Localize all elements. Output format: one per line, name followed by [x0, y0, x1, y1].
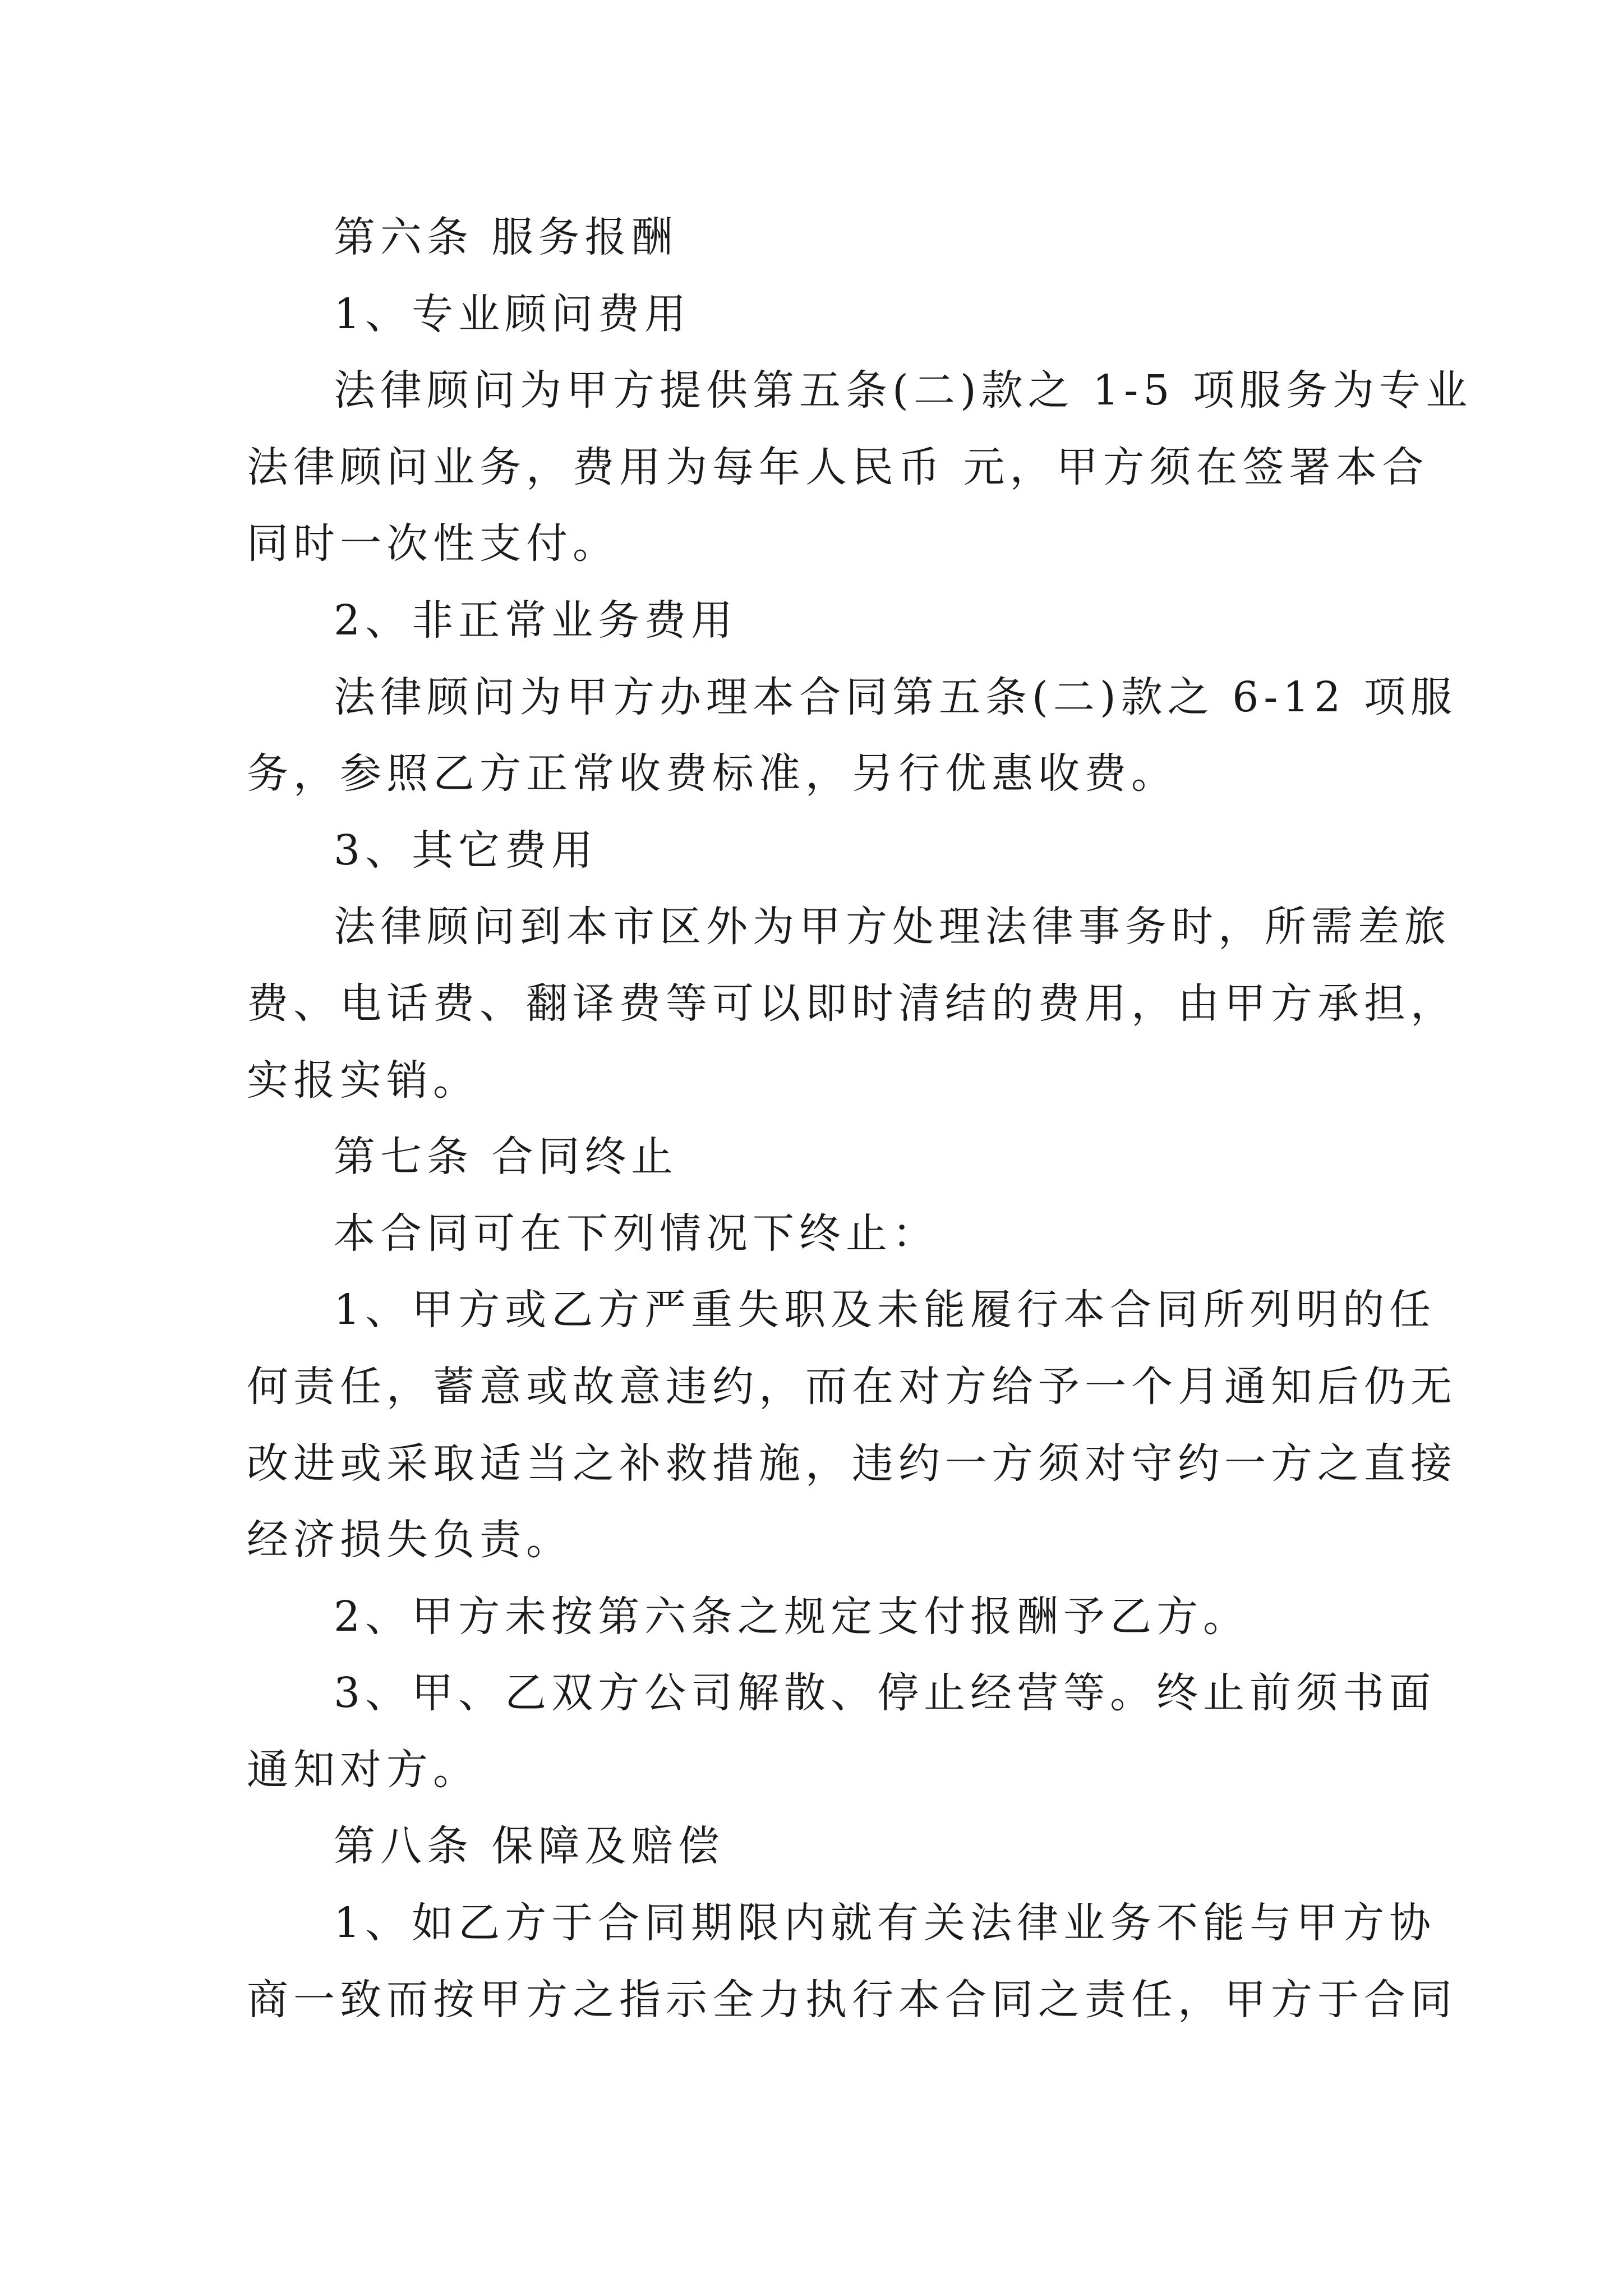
paragraph-line: 法律顾问业务，费用为每年人民币 元，甲方须在签署本合 — [247, 443, 1429, 491]
paragraph-line: 通知对方。 — [247, 1745, 479, 1794]
paragraph-line: 法律顾问到本市区外为甲方处理法律事务时，所需差旅 — [334, 903, 1451, 951]
contract-text — [247, 199, 1472, 2038]
paragraph-line: 2、甲方未按第六条之规定支付报酬予乙方。 — [334, 1592, 1250, 1641]
paragraph-line: 商一致而按甲方之指示全力执行本合同之责任，甲方于合同 — [247, 1975, 1457, 2024]
paragraph-line: 法律顾问为甲方办理本合同第五条(二)款之 6-12 项服 — [334, 673, 1458, 721]
paragraph-line: 务，参照乙方正常收费标准，另行优惠收费。 — [247, 749, 1178, 798]
article-8-heading: 第八条 保障及赔偿 — [334, 1822, 725, 1871]
paragraph-line: 法律顾问为甲方提供第五条(二)款之 1-5 项服务为专业 — [334, 366, 1472, 415]
paragraph-line: 费、电话费、翻译费等可以即时清结的费用，由甲方承担， — [247, 979, 1457, 1028]
paragraph-line: 经济损失负责。 — [247, 1516, 573, 1565]
article-7-heading: 第七条 合同终止 — [334, 1133, 678, 1181]
paragraph-line: 1、如乙方于合同期限内就有关法律业务不能与甲方协 — [334, 1899, 1436, 1948]
paragraph-line: 3、甲、乙双方公司解散、停止经营等。终止前须书面 — [334, 1669, 1436, 1718]
paragraph-line: 何责任，蓄意或故意违约，而在对方给予一个月通知后仍无 — [247, 1362, 1457, 1411]
paragraph-line: 1、甲方或乙方严重失职及未能履行本合同所列明的任 — [334, 1286, 1436, 1335]
paragraph-line: 改进或采取适当之补救措施，违约一方须对守约一方之直接 — [247, 1439, 1457, 1488]
paragraph-line: 同时一次性支付。 — [247, 519, 619, 568]
article-6-heading: 第六条 服务报酬 — [334, 213, 678, 261]
clause-6-3-title: 3、其它费用 — [334, 826, 598, 875]
paragraph-line: 本合同可在下列情况下终止： — [334, 1209, 939, 1258]
clause-6-1-title: 1、专业顾问费用 — [334, 289, 691, 338]
paragraph-line: 实报实销。 — [247, 1056, 479, 1105]
clause-6-2-title: 2、非正常业务费用 — [334, 596, 738, 645]
